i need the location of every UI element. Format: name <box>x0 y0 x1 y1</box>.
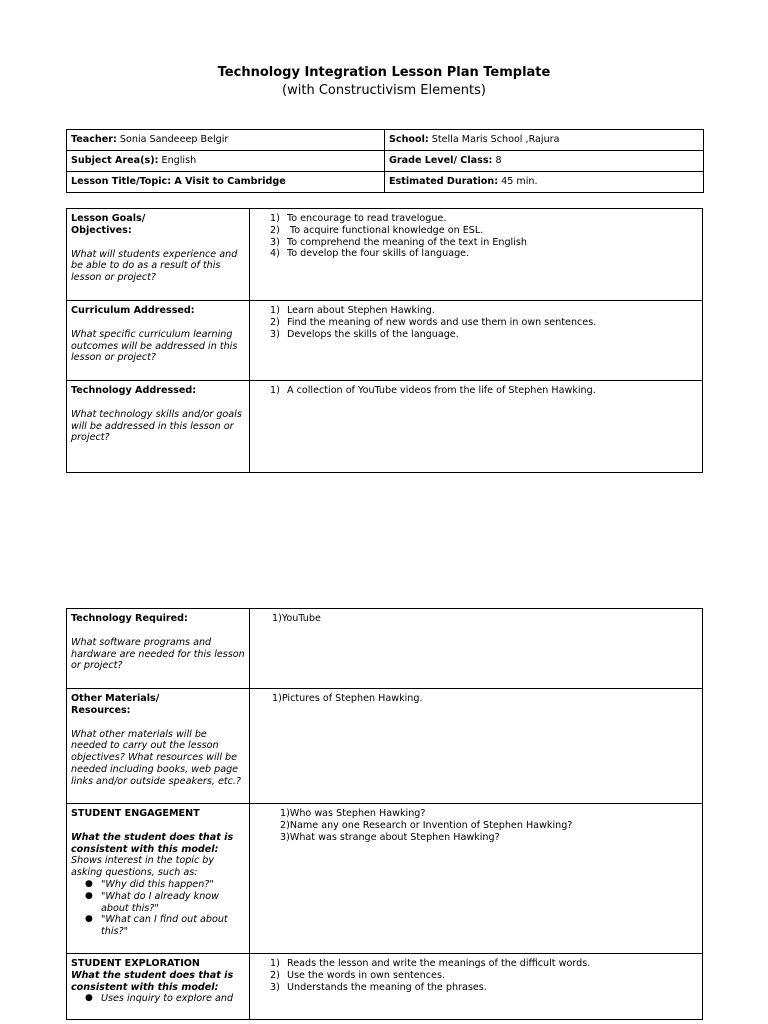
tech-required-heading: Technology Required: <box>71 613 188 624</box>
item-number: 3) <box>270 981 280 993</box>
tech-addressed-heading: Technology Addressed: <box>71 385 197 396</box>
school-label: School: <box>389 134 429 146</box>
list-item <box>270 225 702 237</box>
curriculum-label-cell <box>67 301 250 381</box>
engagement-subheading: What the student does that is consistent with this model: <box>71 831 234 855</box>
item-number: 3) <box>270 328 280 340</box>
item-number: 4) <box>270 248 280 260</box>
list-item: ● "Why did this happen?" <box>101 879 245 891</box>
exploration-heading: STUDENT EXPLORATION <box>71 958 200 969</box>
list-item <box>270 970 702 982</box>
materials-heading-1: Other Materials/ <box>71 693 160 704</box>
tech-addressed-value-cell <box>250 381 703 473</box>
item-text: To comprehend the meaning of the text in English <box>287 236 527 248</box>
item-text: Develops the skills of the language. <box>287 328 459 340</box>
item-text: To encourage to read travelogue. <box>287 213 447 224</box>
list-item <box>270 329 702 341</box>
lesson-title-label: Lesson Title/Topic: A Visit to Cambridge <box>71 176 286 188</box>
item-text: To develop the four skills of language. <box>287 248 470 260</box>
list-item <box>270 958 702 970</box>
curriculum-question: What specific curriculum learning outcomes will be addressed in this lesson or project? <box>71 328 238 364</box>
list-item: 2)Name any one Research or Invention of Stephen Hawking? <box>280 819 573 831</box>
item-number: 2) <box>270 316 280 328</box>
item-number: 1) <box>270 305 280 316</box>
duration-label: Estimated Duration: <box>389 176 499 188</box>
subject-cell <box>67 151 385 172</box>
teacher-label: Teacher: <box>71 134 117 146</box>
tech-required-value: 1)YouTube <box>272 613 321 624</box>
materials-value-cell <box>250 689 703 804</box>
list-item <box>270 385 702 397</box>
grade-label: Grade Level/ Class: <box>389 155 493 167</box>
goals-label-cell <box>67 209 250 301</box>
goals-heading-2: Objectives: <box>71 224 132 236</box>
engagement-heading: STUDENT ENGAGEMENT <box>71 808 200 819</box>
exploration-label-cell <box>67 954 250 1020</box>
exploration-subheading: What the student does that is consistent with this model: <box>71 969 234 993</box>
materials-question: What other materials will be needed to carry out the lesson objectives? What resources will be needed including books, web page links and/or outside speakers, etc.? <box>71 728 242 787</box>
item-text: Use the words in own sentences. <box>287 969 445 981</box>
duration-cell <box>385 172 704 193</box>
curriculum-heading: Curriculum Addressed: <box>71 305 195 316</box>
teacher-value: Sonia Sandeeep Belgir <box>119 134 229 146</box>
engagement-label-cell <box>67 804 250 954</box>
school-cell <box>385 130 704 151</box>
engagement-description: Shows interest in the topic by asking questions, such as: <box>71 855 215 879</box>
goals-question: What will students experience and be able to do as a result of this lesson or project? <box>71 248 238 284</box>
list-item <box>270 317 702 329</box>
materials-value: 1)Pictures of Stephen Hawking. <box>272 693 423 704</box>
tech-required-value-cell <box>250 609 703 689</box>
resources-table <box>66 608 703 1020</box>
curriculum-value-cell <box>250 301 703 381</box>
goals-table <box>66 208 703 473</box>
item-text: Find the meaning of new words and use them in own sentences. <box>287 316 597 328</box>
goals-heading-1: Lesson Goals/ <box>71 213 146 224</box>
document-subtitle: (with Constructivism Elements) <box>282 83 486 98</box>
list-item <box>270 248 702 260</box>
duration-value: 45 min. <box>501 176 538 188</box>
item-number: 2) <box>270 224 280 236</box>
list-item: ● "What can I find out about this?" <box>101 914 245 938</box>
grade-value: 8 <box>495 155 502 167</box>
exploration-value-cell <box>250 954 703 1020</box>
subject-label: Subject Area(s): <box>71 155 159 167</box>
item-number: 1) <box>270 213 280 224</box>
item-number: 1) <box>270 385 280 396</box>
item-number: 1) <box>270 958 280 969</box>
document-title: Technology Integration Lesson Plan Template <box>217 65 551 80</box>
subject-value: English <box>161 155 197 167</box>
tech-addressed-label-cell <box>67 381 250 473</box>
item-number: 3) <box>270 236 280 248</box>
item-text: Reads the lesson and write the meanings of the difficult words. <box>287 958 591 969</box>
item-number: 2) <box>270 969 280 981</box>
item-text: A collection of YouTube videos from the life of Stephen Hawking. <box>287 385 596 396</box>
item-text: To acquire functional knowledge on ESL. <box>287 224 484 236</box>
teacher-cell <box>67 130 385 151</box>
list-item <box>270 213 702 225</box>
tech-required-question: What software programs and hardware are needed for this lesson or project? <box>71 636 245 672</box>
list-item: 1)Who was Stephen Hawking? <box>280 808 426 819</box>
info-table <box>66 129 704 193</box>
item-text: Learn about Stephen Hawking. <box>287 305 435 316</box>
list-item: ● "What do I already know about this?" <box>101 891 245 915</box>
item-text: Understands the meaning of the phrases. <box>287 981 487 993</box>
engagement-value-cell <box>250 804 703 954</box>
list-item: 3)What was strange about Stephen Hawking? <box>280 831 500 843</box>
list-item <box>270 305 702 317</box>
grade-cell <box>385 151 704 172</box>
tech-addressed-question: What technology skills and/or goals will be addressed in this lesson or project? <box>71 408 242 444</box>
materials-label-cell <box>67 689 250 804</box>
lesson-title-cell <box>67 172 385 193</box>
list-item: ● Uses inquiry to explore and <box>101 993 245 1005</box>
tech-required-label-cell <box>67 609 250 689</box>
list-item <box>270 237 702 249</box>
list-item <box>270 982 702 994</box>
school-value: Stella Maris School ,Rajura <box>431 134 560 146</box>
goals-value-cell <box>250 209 703 301</box>
materials-heading-2: Resources: <box>71 704 131 716</box>
